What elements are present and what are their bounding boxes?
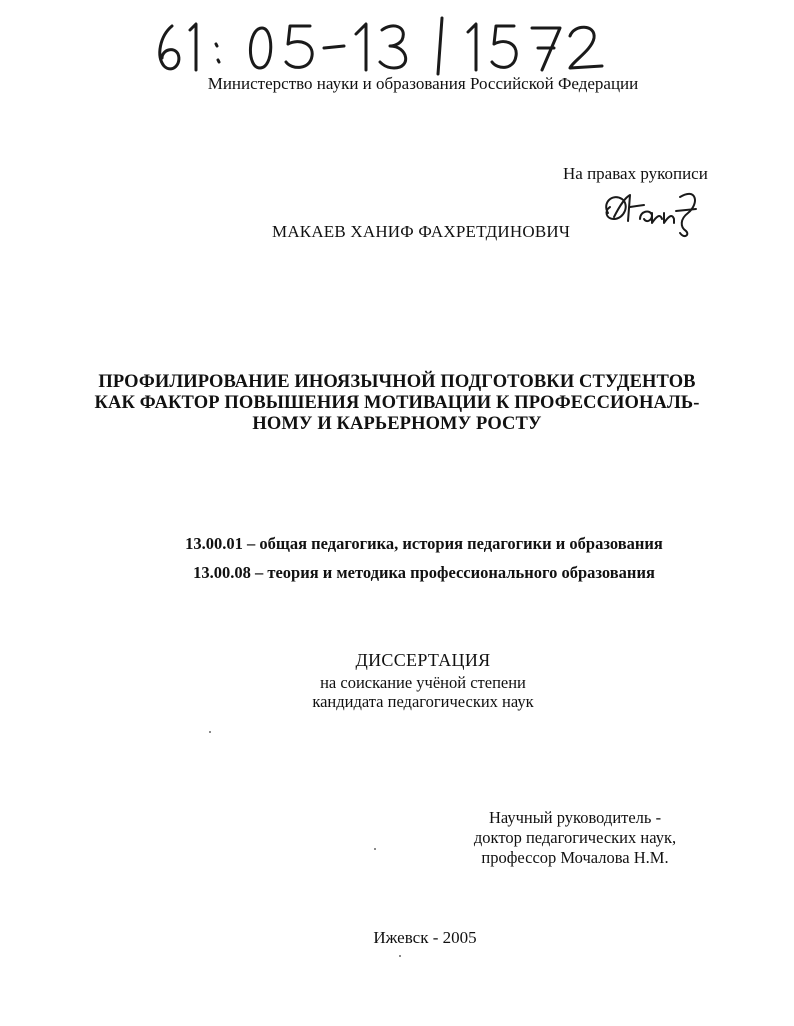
specialty-code-2: 13.00.08 – теория и методика профессионального образования (193, 563, 655, 582)
manuscript-rights-note: На правах рукописи (563, 164, 708, 183)
degree-line-2: кандидата педагогических наук (312, 692, 534, 711)
city-and-year: Ижевск - 2005 (373, 928, 477, 947)
supervisor-line: профессор Мочалова Н.М. (481, 848, 669, 867)
specialty-code-1: 13.00.01 – общая педагогика, история педагогики и образования (185, 534, 663, 553)
scan-speck (399, 955, 401, 957)
title-line: КАК ФАКТОР ПОВЫШЕНИЯ МОТИВАЦИИ К ПРОФЕССИОНАЛЬ- (94, 393, 700, 413)
ministry-name: Министерство науки и образования Российской Федерации (207, 74, 639, 93)
degree-line-1: на соискание учёной степени (320, 673, 526, 692)
author-signature (600, 183, 704, 239)
scan-speck (374, 848, 376, 850)
supervisor-block (460, 808, 690, 868)
title-line: ПРОФИЛИРОВАНИЕ ИНОЯЗЫЧНОЙ ПОДГОТОВКИ СТУДЕНТОВ (98, 372, 696, 392)
supervisor-line: Научный руководитель - (488, 808, 662, 827)
handwritten-archive-code (150, 16, 620, 76)
title-line: НОМУ И КАРЬЕРНОМУ РОСТУ (252, 414, 542, 434)
scan-speck (209, 731, 211, 733)
supervisor-line: доктор педагогических наук, (473, 828, 677, 847)
dissertation-title (0, 372, 794, 435)
document-type: ДИССЕРТАЦИЯ (355, 650, 491, 670)
author-name: МАКАЕВ ХАНИФ ФАХРЕТДИНОВИЧ (272, 222, 571, 241)
